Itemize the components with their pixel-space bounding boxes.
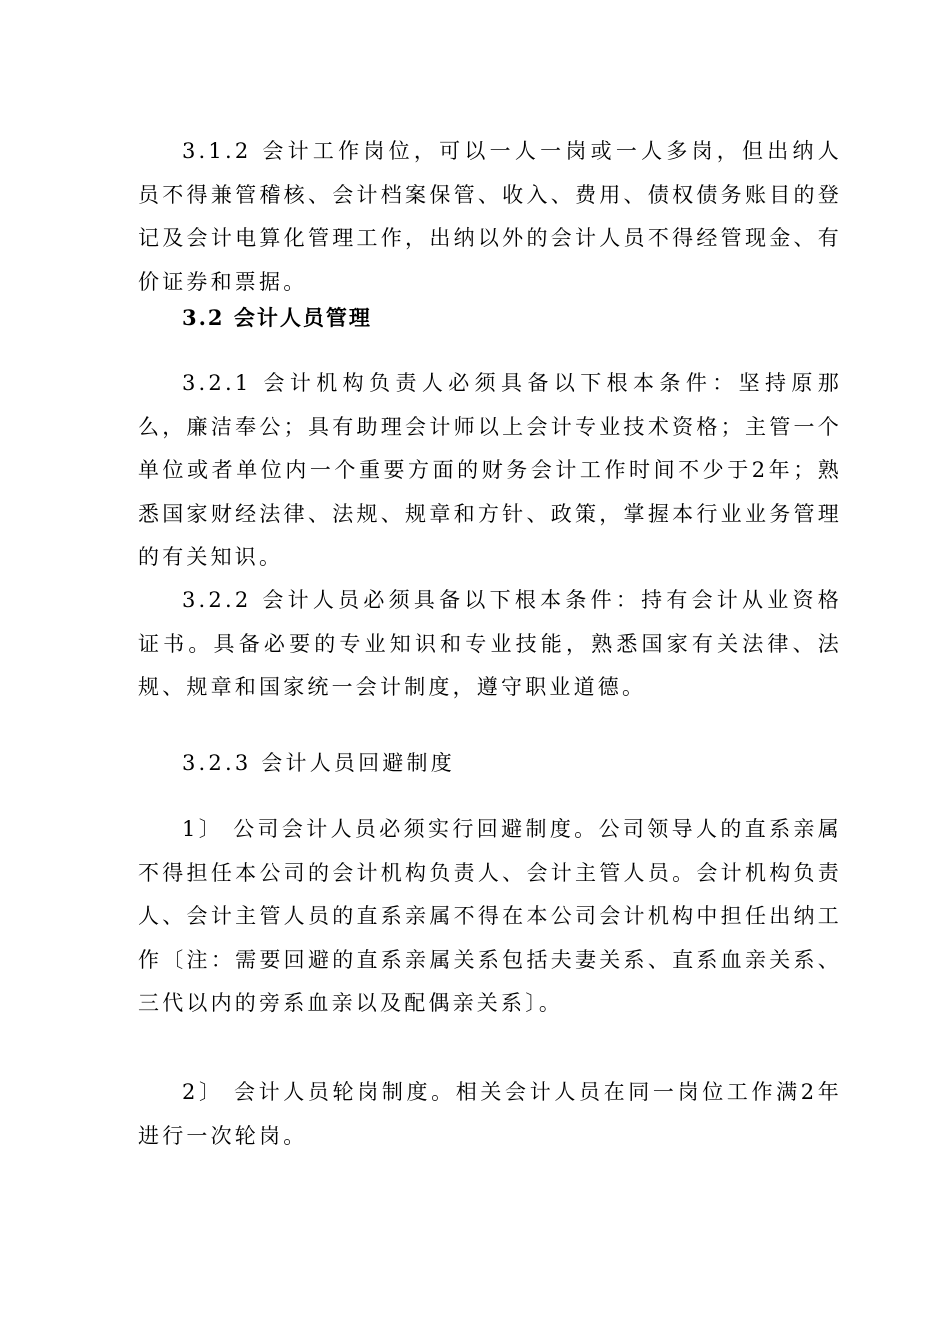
paragraph-3-1-2: 3.1.2 会计工作岗位，可以一人一岗或一人多岗，但出纳人员不得兼管稽核、会计档案保管、收入、费用、债权债务账目的登记及会计电算化管理工作，出纳以外的会计人员不得经管现金、有价证券和票据。 — [138, 139, 842, 294]
subsection-heading-3-2-3: 3.2.3 会计人员回避制度 — [182, 751, 455, 775]
paragraph-3-2-1: 3.2.1 会计机构负责人必须具备以下根本条件：坚持原那么，廉洁奉公；具有助理会计师以上会计专业技术资格；主管一个单位或者单位内一个重要方面的财务会计工作时间不少于2年；熟悉国家财经法律、法规、规章和方针、政策，掌握本行业业务管理的有关知识。 — [138, 371, 842, 569]
paragraph-3-2-2: 3.2.2 会计人员必须具备以下根本条件：持有会计从业资格证书。具备必要的专业知识和专业技能，熟悉国家有关法律、法规、规章和国家统一会计制度，遵守职业道德。 — [138, 588, 842, 699]
list-item-1: 1〕 公司会计人员必须实行回避制度。公司领导人的直系亲属不得担任本公司的会计机构负责人、会计主管人员。会计机构负责人、会计主管人员的直系亲属不得在本公司会计机构中担任出纳工作〔注：需要回避的直系亲属关系包括夫妻关系、直系血亲关系、三代以内的旁系血亲以及配偶亲关系〕。 — [138, 817, 842, 1015]
list-item-2: 2〕 会计人员轮岗制度。相关会计人员在同一岗位工作满2年进行一次轮岗。 — [138, 1080, 842, 1148]
section-heading-3-2: 3.2 会计人员管理 — [182, 305, 372, 330]
